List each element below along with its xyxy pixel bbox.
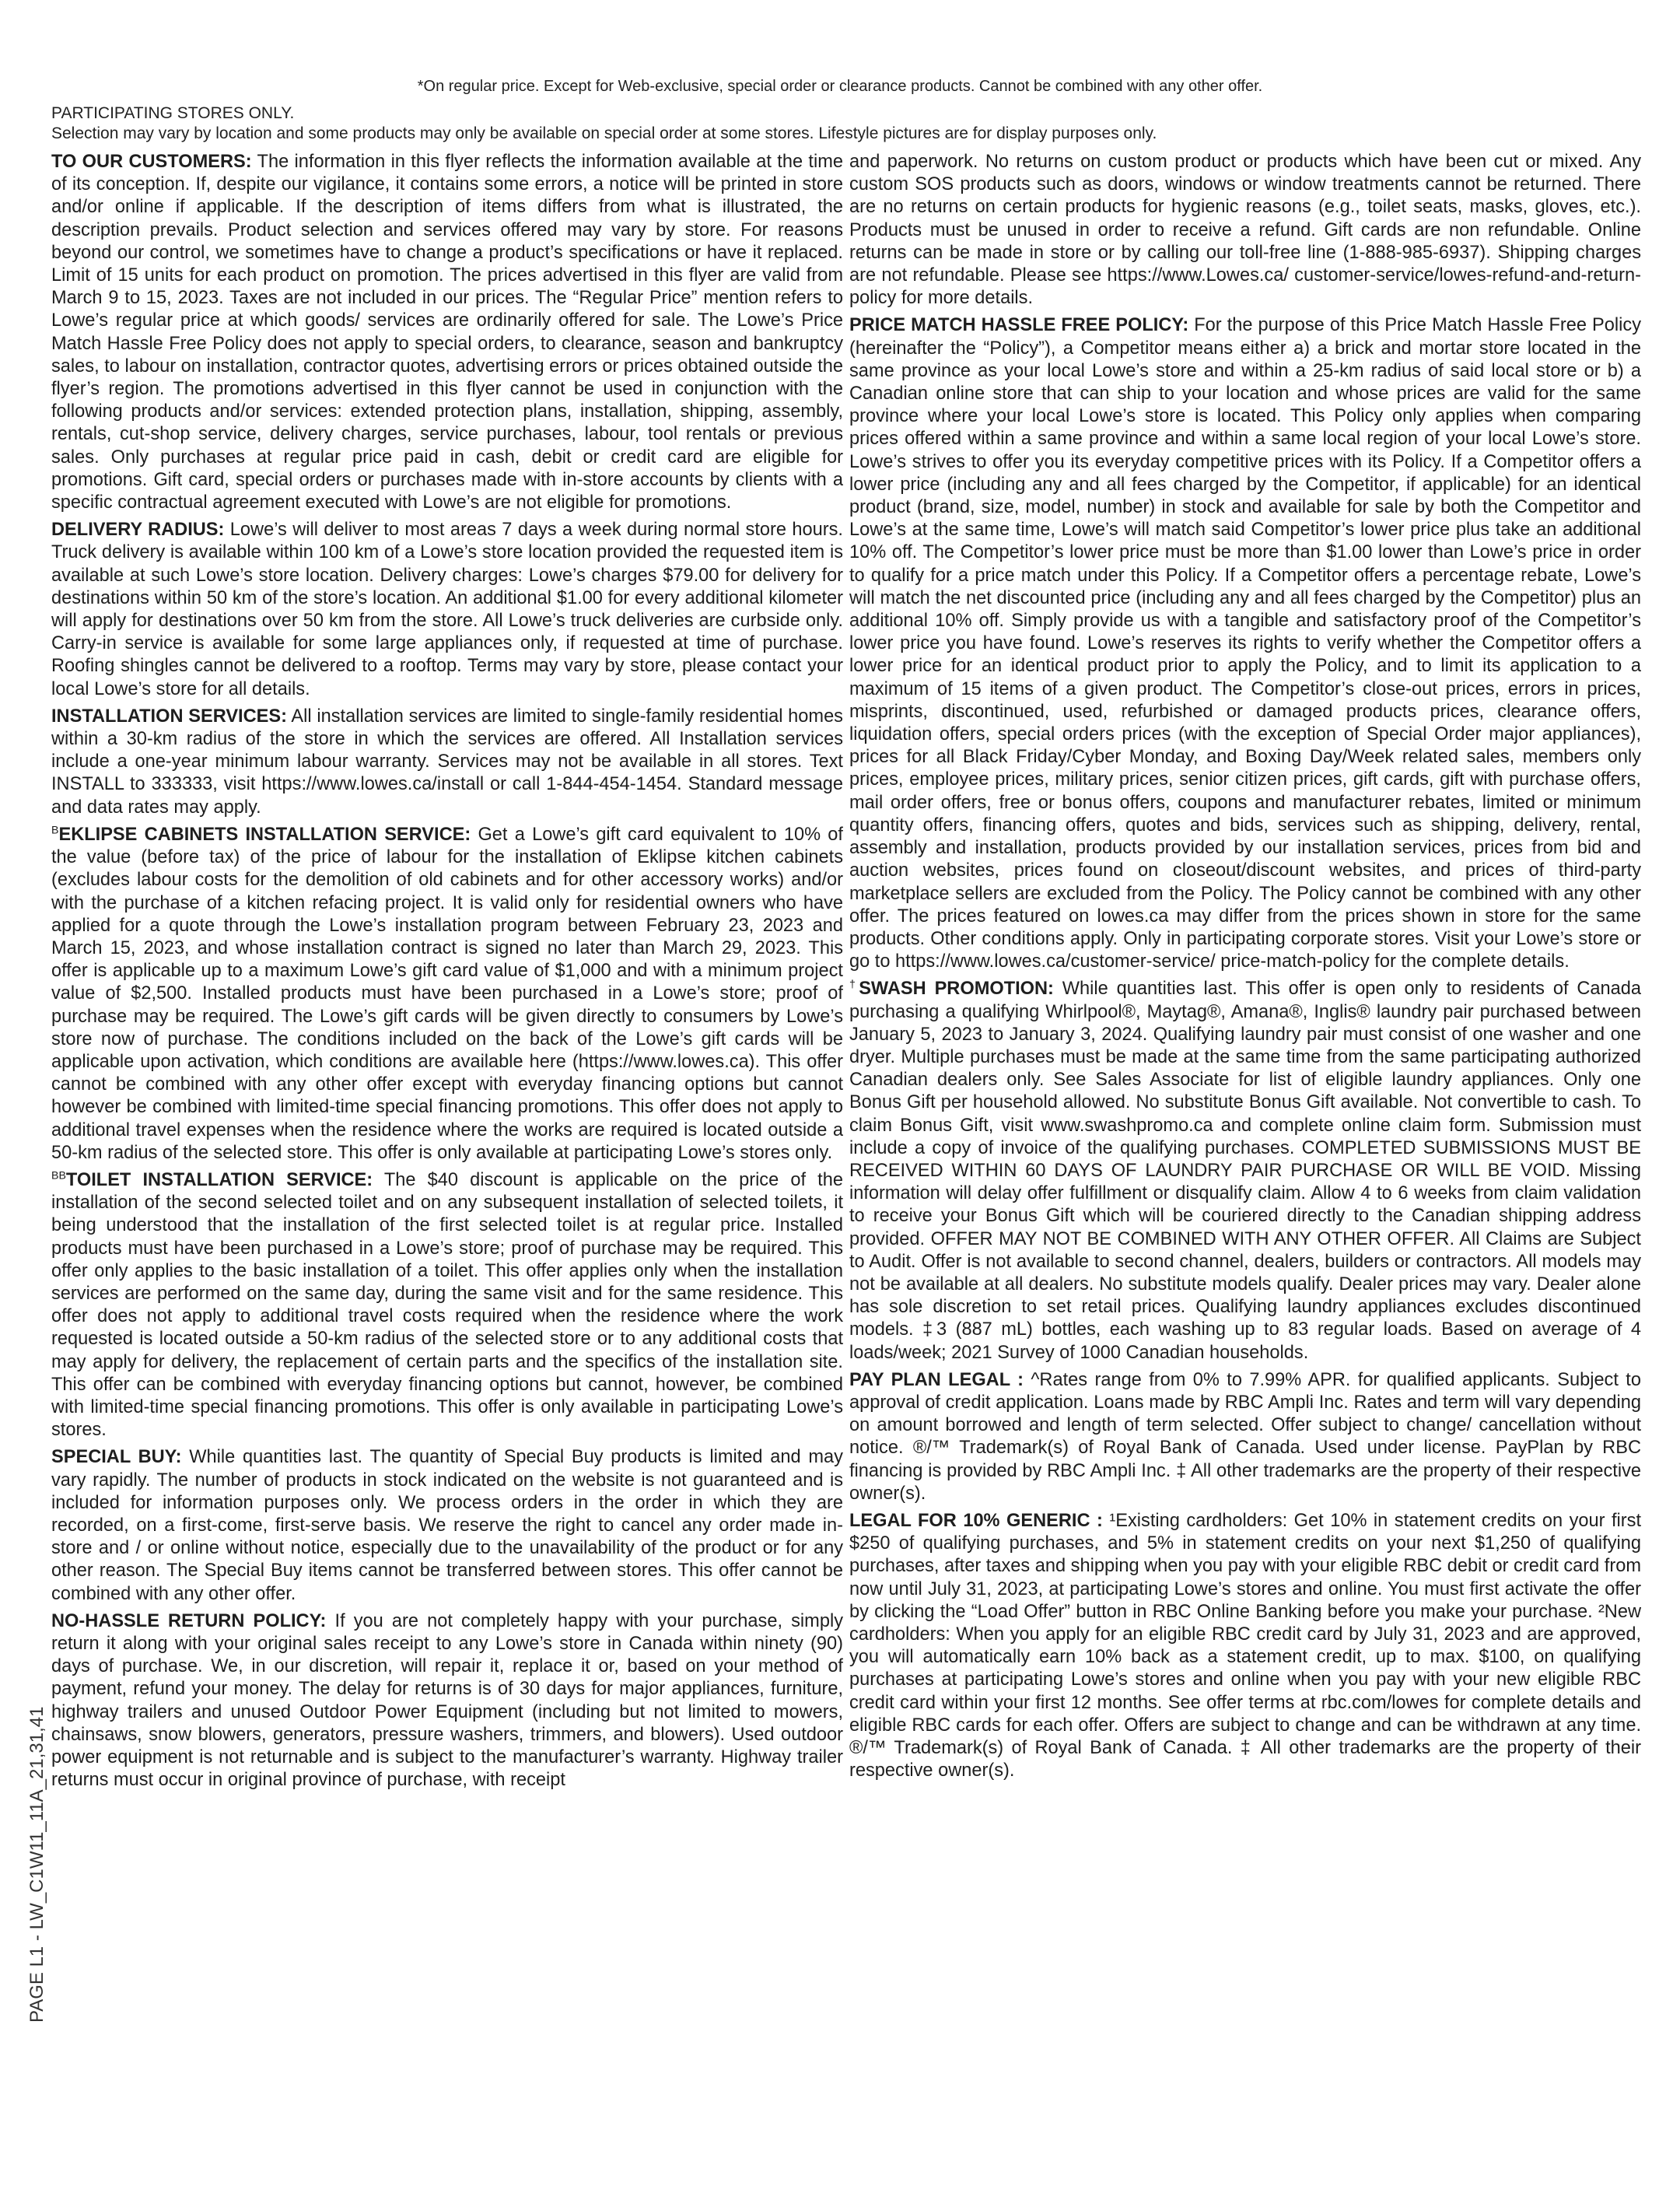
left-column [51, 151, 843, 1796]
paragraph-text: If you are not completely happy with your purchase, simply return it along with your original sales receipt to any Lowe’s store in Canada within ninety (90) days of purchase. We, in our discretion, will repair it, replace it or, based on your method of payment, refund your money. The delay for returns is of 30 days for major appliances, furniture, highway trailers and unused Outdoor Power Equipment (including but not limited to mowers, chainsaws, snow blowers, generators, pressure washers, trimmers, and blowers). Used outdoor power equipment is not returnable and is subject to the manufacturer’s warranty. Highway trailer returns must occur in original province of purchase, with receipt [51, 1610, 843, 1791]
paragraph-text: While quantities last. This offer is open only to residents of Canada purchasing a qualifying Whirlpool®, Maytag®, Amana®, Inglis® laundry pair purchased between January 5, 2023 to January 3, 2024. Qualifying laundry pair must consist of one washer and one dryer. Multiple purchases must be made at the same time from the same participating authorized Canadian dealers only. See Sales Associate for list of eligible laundry appliances. Only one Bonus Gift per household allowed. No substitute Bonus Gift available. Not convertible to cash. To claim Bonus Gift, visit www.swashpromo.ca and complete online claim form. Submission must include a copy of invoice of the qualifying purchases. COMPLETED SUBMISSIONS MUST BE RECEIVED WITHIN 60 DAYS OF LAUNDRY PAIR PURCHASE OR WILL BE VOID. Missing information will delay offer fulfillment or disqualify claim. Allow 4 to 6 weeks from claim validation to receive your Bonus Gift which will be couriered directly to the Canadian shipping address provided. OFFER MAY NOT BE COMBINED WITH ANY OTHER OFFER. All Claims are Subject to Audit. Offer is not available to second channel, dealers, builders or contractors. All models may not be available at all dealers. No substitute models qualify. Dealer prices may vary. Dealer alone has sole discretion to set retail prices. Qualifying laundry appliances excludes discontinued models. ‡3 (887 mL) bottles, each washing up to 83 regular loads. Based on average of 4 loads/week; 2021 Survey of 1000 Canadian households. [849, 979, 1642, 1363]
paragraph-text: ^Rates range from 0% to 7.99% APR. for qualified applicants. Subject to approval of credit application. Loans made by RBC Ampli Inc. Rates and term will vary depending on amount borrowed and length of term selected. Offer subject to change/ cancellation without notice. ®/™ Trademark(s) of Royal Bank of Canada. Used under license. PayPlan by RBC financing is provided by RBC Ampli Inc. ‡ All other trademarks are the property of their respective owner(s). [849, 1369, 1641, 1504]
paragraph-heading: INSTALLATION SERVICES: [51, 706, 287, 727]
paragraph-text: For the purpose of this Price Match Hassle Free Policy (hereinafter the “Policy”), a Competitor means either a) a brick and mortar store located in the same province as your local Lowe’s store and within a 25-km radius of said local store or b) a Canadian online store that can ship to your location and whose prices are valid for the same province where your local Lowe’s store is located. This Policy only applies when comparing prices offered within a same province and within a same local region of your local Lowe’s store. Lowe’s strives to offer you its everyday competitive prices with its Policy. If a Competitor offers a lower price (including any and all fees charged by the Competitor, if applicable) for an identical product (brand, size, model, number) in stock and available for sale by both the Competitor and Lowe’s at the same time, Lowe’s will match said Competitor’s lower price plus take an additional 10% off. The Competitor’s lower price must be more than $1.00 lower than Lowe’s price in order to qualify for a price match under this Policy. If a Competitor offers a percentage rebate, Lowe’s will match the net discounted price (including any and all fees charged by the Competitor) plus an additional 10% off. Simply provide us with a tangible and satisfactory proof of the Competitor’s lower price you have found. Lowe’s reserves its rights to verify whether the Competitor offers a lower price for an identical product prior to apply the Policy, and to limit its application to a maximum of 15 items of a given product. The Competitor’s close-out prices, errors in prices, misprints, discontinued, used, refurbished or damaged products prices, clearance offers, liquidation offers, special orders prices (with the exception of Special Order major appliances), prices for all Black Friday/Cyber Monday, and Boxing Day/Week related sales, members only prices, employee prices, military prices, senior citizen prices, gift cards, gift with purchase offers, mail order offers, free or bonus offers, coupons and manufacturer rebates, limited or minimum quantity offers, financing offers, quotes and bids, services such as shipping, delivery, rental, assembly and installation, products provided by our installation services, prices from bid and auction websites, prices found on closeout/discount websites, and prices of third-party marketplace sellers are excluded from the Policy. The Policy cannot be combined with any other offer. The prices featured on lowes.ca may differ from the prices shown in store for the same products. Other conditions apply. Only in participating corporate stores. Visit your Lowe’s store or go to https://www.lowes.ca/customer-service/ price-match-policy for the complete details. [849, 315, 1641, 972]
legal-paragraph [849, 978, 1641, 1364]
paragraph-text: The $40 discount is applicable on the price of the installation of the second selected toilet and on any subsequent installation of selected toilets, it being understood that the installation of the first selected toilet is at regular price. Installed products must have been purchased in a Lowe’s store; proof of purchase may be required. This offer only applies to the basic installation of a toilet. This offer applies only when the installation services are performed on the same day, during the same visit and for the same residence. This offer does not apply to additional travel costs required when the residence where the work requested is located outside a 50-km radius of the selected store or to any additional costs that may apply for delivery, the replacement of certain parts and the specifics of the installation site. This offer can be combined with everyday financing options but cannot, however, be combined with limited-time special financing promotions. This offer is only available in participating Lowe’s stores. [51, 1169, 843, 1441]
legal-paragraph [849, 1369, 1641, 1505]
participating-stores-note: PARTICIPATING STORES ONLY. [51, 104, 295, 122]
footnote-marker: BB [51, 1169, 66, 1182]
paragraph-heading: TOILET INSTALLATION SERVICE: [65, 1169, 373, 1190]
paragraph-heading: DELIVERY RADIUS: [51, 520, 225, 541]
legal-paragraph [849, 314, 1641, 973]
selection-note: Selection may vary by location and some products may only be available on special order at some stores. Lifestyle pictures are for display purposes only. [51, 124, 1157, 142]
paragraph-text: and paperwork. No returns on custom product or products which have been cut or mixed. Any custom SOS products such as doors, windows or window treatments cannot be returned. There are no returns on certain products for hygienic reasons (e.g., toilet seats, masks, gloves, etc.). Products must be unused in order to receive a refund. Gift cards are non refundable. Online returns can be made in store or by calling our toll-free line (1-888-985-6937). Shipping charges are not refundable. Please see https://www.Lowes.ca/ customer-service/lowes-refund-and-return-policy for more details. [849, 152, 1641, 309]
paragraph-text: ¹Existing cardholders: Get 10% in statement credits on your first $250 of qualifying purchases, and 5% in statement credits on your next $1,250 of qualifying purchases, after taxes and shipping when you pay with your eligible RBC debit or credit card from now until July 31, 2023, at participating Lowe’s stores and online. You must first activate the offer by clicking the “Load Offer” button in RBC Online Banking before you make your purchase. ²New cardholders: When you apply for an eligible RBC credit card by July 31, 2023 and are approved, you will automatically earn 10% back as a statement credit, up to max. $100, on qualifying purchases at participating Lowe’s stores and online when you pay with your new eligible RBC credit card within your first 12 months. See offer terms at rbc.com/lowes for complete details and eligible RBC cards for each offer. Offers are subject to change and can be withdrawn at any time. ®/™ Trademark(s) of Royal Bank of Canada. ‡ All other trademarks are the property of their respective owner(s). [849, 1510, 1641, 1781]
legal-paragraph [51, 1169, 843, 1442]
paragraph-text: While quantities last. The quantity of Special Buy products is limited and may vary rapidly. The number of products in stock indicated on the website is not guaranteed and is included for information purposes only. We process orders in the order in which they are recorded, on a first-come, first-serve basis. We reserve the right to cancel any order made in-store and / or online without notice, especially due to the unavailability of the product or for any other reason. The Special Buy items cannot be transferred between stores. This offer cannot be combined with any other offer. [51, 1447, 843, 1604]
paragraph-heading: NO-HASSLE RETURN POLICY: [51, 1610, 327, 1631]
footnote-marker: † [849, 978, 859, 991]
paragraph-text: Get a Lowe’s gift card equivalent to 10% of the value (before tax) of the price of labour for the installation of Eklipse kitchen cabinets (excludes labour costs for the demolition of old cabinets and for other accessory works) and/or with the purchase of a kitchen refacing project. It is valid only for residential owners who have applied for a quote through the Lowe’s installation program between February 23, 2023 and March 15, 2023, and whose installation contract is signed no later than March 29, 2023. This offer is applicable up to a maximum Lowe’s gift card value of $1,000 and with a minimum project value of $2,500. Installed products must have been purchased in a Lowe’s store; proof of purchase may be required. The Lowe’s gift cards will be given directly to consumers by Lowe’s store now of purchase. The conditions included on the back of the Lowe’s gift cards will be applicable upon activation, which conditions are available here (https://www.lowes.ca). This offer cannot be combined with any other offer except with everyday financing options but cannot however be combined with limited-time special financing promotions. This offer does not apply to additional travel expenses when the residence where the works are required is located outside a 50-km radius of the selected store. This offer is only available at participating Lowe’s stores only. [51, 824, 843, 1163]
legal-paragraph [51, 824, 843, 1165]
paragraph-text: The information in this flyer reflects the information available at the time of its conception. If, despite our vigilance, it contains some errors, a notice will be printed in store and/or online if applicable. If the description of items differs from what is illustrated, the description prevails. Product selection and services offered may vary by store. For reasons beyond our control, we sometimes have to change a product’s specifications or have it replaced. Limit of 15 units for each product on promotion. The prices advertised in this flyer are valid from March 9 to 15, 2023. Taxes are not included in our prices. The “Regular Price” mention refers to Lowe’s regular price at which goods/ services are ordinarily offered for sale. The Lowe’s Price Match Hassle Free Policy does not apply to special orders, to clearance, season and bankruptcy sales, to labour on installation, contractor quotes, advertising errors or prices obtained outside the flyer’s region. The promotions advertised in this flyer cannot be used in conjunction with the following products and/or services: extended protection plans, installation, shipping, assembly, rentals, cut-shop service, delivery charges, service purchases, labour, tool rentals or previous sales. Only purchases at regular price paid in cash, debit or credit card are eligible for promotions. Gift card, special orders or purchases made with in-store accounts by clients with a specific contractual agreement executed with Lowe’s are not eligible for promotions. [51, 152, 843, 513]
paragraph-heading: TO OUR CUSTOMERS: [51, 152, 252, 172]
paragraph-heading: SPECIAL BUY: [51, 1447, 182, 1468]
footnote-marker: B [51, 824, 59, 837]
legal-paragraph [51, 1610, 843, 1792]
paragraph-heading: PRICE MATCH HASSLE FREE POLICY: [849, 315, 1189, 336]
legal-paragraph [51, 1446, 843, 1605]
offer-disclaimer: *On regular price. Except for Web-exclusive, special order or clearance products. Cannot be combined with any other offer. [417, 78, 1263, 95]
paragraph-heading: EKLIPSE CABINETS INSTALLATION SERVICE: [58, 824, 471, 845]
page-code: PAGE L1 - LW_C1W11_11A_21,31,41 [26, 1706, 47, 2023]
legal-paragraph [51, 706, 843, 819]
legal-paragraph [51, 519, 843, 701]
paragraph-text: Lowe’s will deliver to most areas 7 days a week during normal store hours. Truck delivery is available within 100 km of a Lowe’s store location provided the requested item is available at such Lowe’s store location. Delivery charges: Lowe’s charges $79.00 for delivery for destinations within 50 km of the store’s location. An additional $1.00 for every additional kilometer will apply for destinations over 50 km from the store. All Lowe’s truck deliveries are curbside only. Carry-in service is available for some large appliances only, if requested at time of purchase. Roofing shingles cannot be delivered to a rooftop. Terms may vary by store, please contact your local Lowe’s store for all details. [51, 520, 843, 699]
paragraph-heading: LEGAL FOR 10% GENERIC : [849, 1510, 1103, 1531]
paragraph-heading: SWASH PROMOTION: [859, 979, 1054, 1000]
legal-paragraph [849, 151, 1641, 310]
paragraph-text: All installation services are limited to single-family residential homes within a 30-km radius of the store in which the services are offered. All Installation services include a one-year minimum labour warranty. Services may not be available in all stores. Text INSTALL to 333333, visit https://www.lowes.ca/install or call 1-844-454-1454. Standard message and data rates may apply. [51, 706, 843, 818]
legal-paragraph [849, 1510, 1641, 1782]
paragraph-heading: PAY PLAN LEGAL : [849, 1369, 1024, 1390]
legal-paragraph [51, 151, 843, 514]
right-column [849, 151, 1641, 1787]
